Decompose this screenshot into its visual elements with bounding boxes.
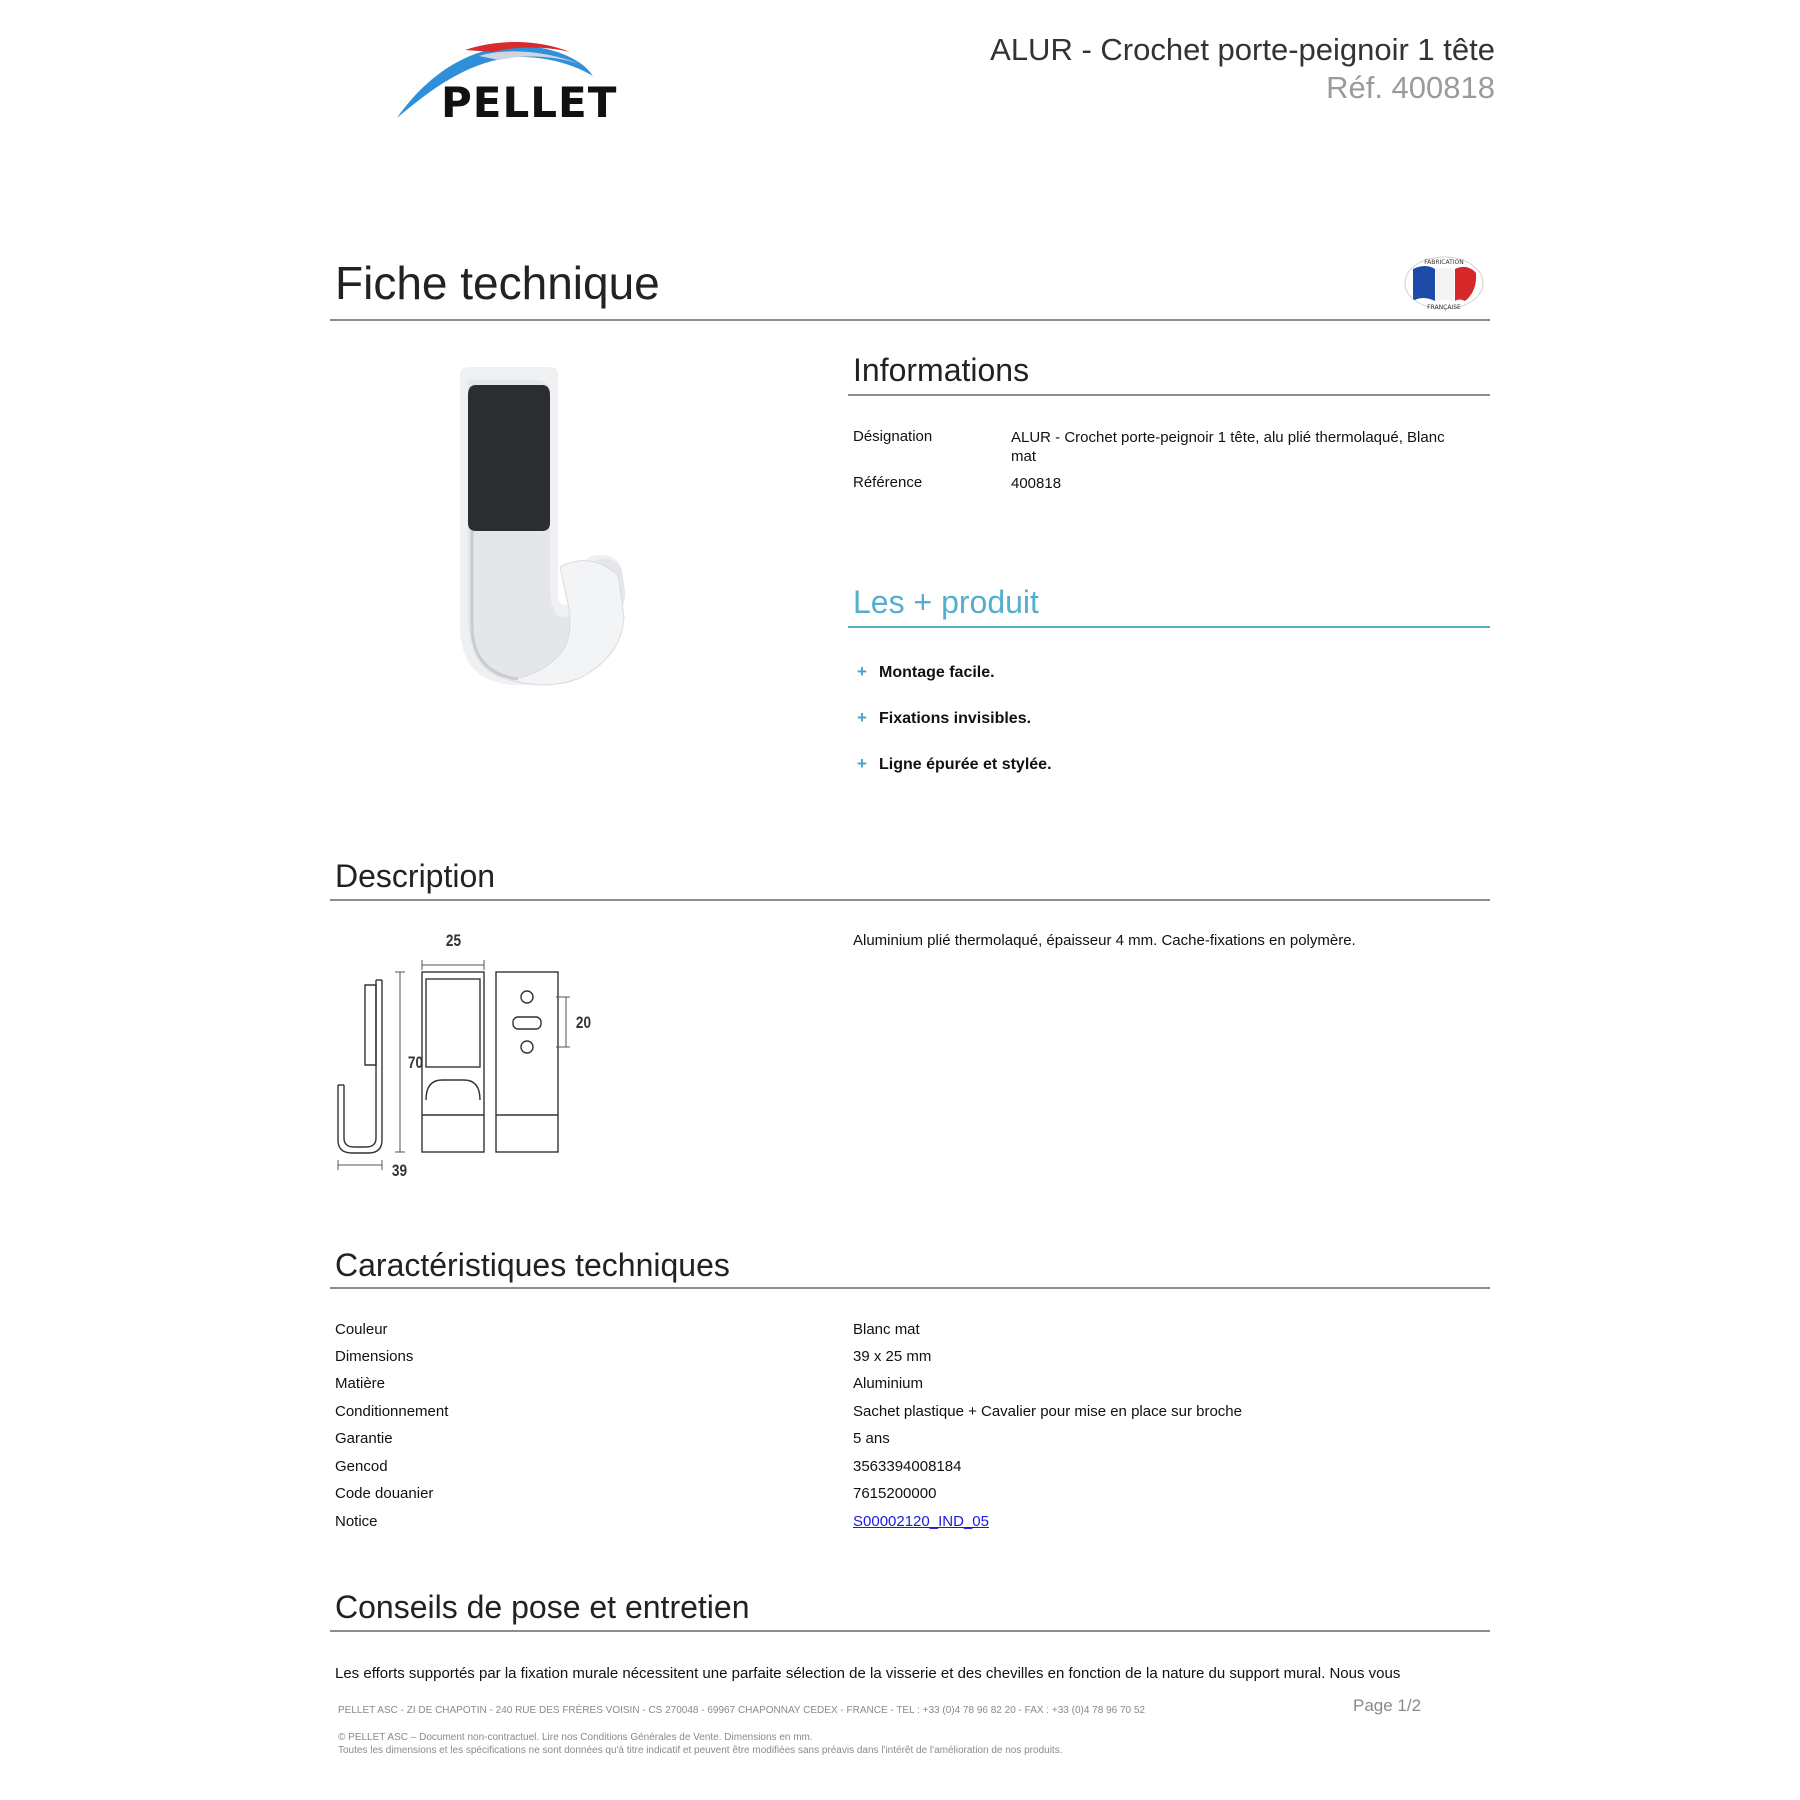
pellet-logo bbox=[395, 38, 635, 130]
char-value: Sachet plastique + Cavalier pour mise en place sur broche bbox=[853, 1403, 1242, 1420]
plus-icon: + bbox=[857, 708, 867, 727]
svg-text:FRANÇAISE: FRANÇAISE bbox=[1427, 304, 1461, 311]
dimension-label-height: 70 bbox=[407, 1053, 424, 1072]
description-divider bbox=[330, 899, 1490, 901]
plus-icon: + bbox=[857, 662, 867, 681]
conseils-heading: Conseils de pose et entretien bbox=[335, 1589, 750, 1625]
informations-divider bbox=[848, 394, 1490, 396]
description-heading: Description bbox=[335, 858, 496, 894]
technical-drawing bbox=[330, 925, 660, 1185]
dimension-label-depth: 39 bbox=[391, 1161, 408, 1180]
info-label: Référence bbox=[853, 474, 923, 491]
footer-address: PELLET ASC - ZI DE CHAPOTIN - 240 RUE DES FRÈRES VOISIN - CS 270048 - 69967 CHAPONNAY CEDEX - FRANCE - TEL : +33 (0)4 78 96 82 20 - FAX : +33 (0)4 78 96 70 52 bbox=[338, 1705, 1145, 1716]
footer-legal-2: Toutes les dimensions et les spécifications ne sont données qu'à titre indicatif et peuvent être modifiées sans préavis dans l'intérêt de l'amélioration de nos produits. bbox=[338, 1745, 1063, 1756]
char-value: Aluminium bbox=[853, 1375, 924, 1392]
char-label: Conditionnement bbox=[335, 1403, 449, 1420]
list-item: + Montage facile. bbox=[857, 662, 995, 681]
characteristics-heading: Caractéristiques techniques bbox=[335, 1247, 730, 1283]
char-label: Couleur bbox=[335, 1321, 388, 1338]
notice-link[interactable]: S00002120_IND_05 bbox=[853, 1513, 989, 1530]
char-value: Blanc mat bbox=[853, 1321, 920, 1338]
plus-icon: + bbox=[857, 754, 867, 773]
char-label: Dimensions bbox=[335, 1348, 414, 1365]
svg-text:FABRICATION: FABRICATION bbox=[1424, 259, 1464, 266]
page-number: Page 1/2 bbox=[1353, 1696, 1422, 1715]
logo-brand-text: PELLET bbox=[441, 78, 618, 127]
characteristics-divider bbox=[330, 1287, 1490, 1289]
fabrication-francaise-badge bbox=[1403, 255, 1485, 311]
char-label: Notice bbox=[335, 1513, 378, 1530]
french-flag-icon bbox=[1403, 255, 1485, 311]
title-divider bbox=[330, 319, 1490, 321]
char-value: 5 ans bbox=[853, 1430, 890, 1447]
char-value: 3563394008184 bbox=[853, 1458, 962, 1475]
char-label: Garantie bbox=[335, 1430, 393, 1447]
product-photo bbox=[360, 355, 710, 695]
char-label: Code douanier bbox=[335, 1485, 434, 1502]
plus-produit-heading: Les + produit bbox=[853, 584, 1039, 620]
dimension-label-spacing: 20 bbox=[575, 1013, 592, 1032]
conseils-divider bbox=[330, 1630, 1490, 1632]
char-value: 7615200000 bbox=[853, 1485, 937, 1502]
informations-heading: Informations bbox=[853, 352, 1030, 388]
info-value: 400818 bbox=[1011, 475, 1062, 492]
footer-legal-1: © PELLET ASC – Document non-contractuel. Lire nos Conditions Générales de Vente. Dimensions en mm. bbox=[338, 1732, 813, 1743]
info-value: ALUR - Crochet porte-peignoir 1 tête, alu plié thermolaqué, Blanc mat bbox=[1011, 429, 1445, 465]
conseils-text: Les efforts supportés par la fixation murale nécessitent une parfaite sélection de la visserie et des chevilles en fonction de la nature du support mural. Nous vous bbox=[335, 1665, 1401, 1682]
info-label: Désignation bbox=[853, 428, 933, 445]
dimension-label-width: 25 bbox=[445, 931, 462, 950]
page-title: Fiche technique bbox=[335, 257, 660, 309]
list-item: + Ligne épurée et stylée. bbox=[857, 754, 1052, 773]
list-item: + Fixations invisibles. bbox=[857, 708, 1032, 727]
char-label: Matière bbox=[335, 1375, 386, 1392]
document-title: ALUR - Crochet porte-peignoir 1 tête bbox=[990, 32, 1495, 67]
plus-produit-divider bbox=[848, 626, 1490, 628]
char-label: Gencod bbox=[335, 1458, 388, 1475]
char-value: 39 x 25 mm bbox=[853, 1348, 932, 1365]
description-text: Aluminium plié thermolaqué, épaisseur 4 mm. Cache-fixations en polymère. bbox=[853, 932, 1356, 949]
document-reference: Réf. 400818 bbox=[1326, 70, 1495, 105]
